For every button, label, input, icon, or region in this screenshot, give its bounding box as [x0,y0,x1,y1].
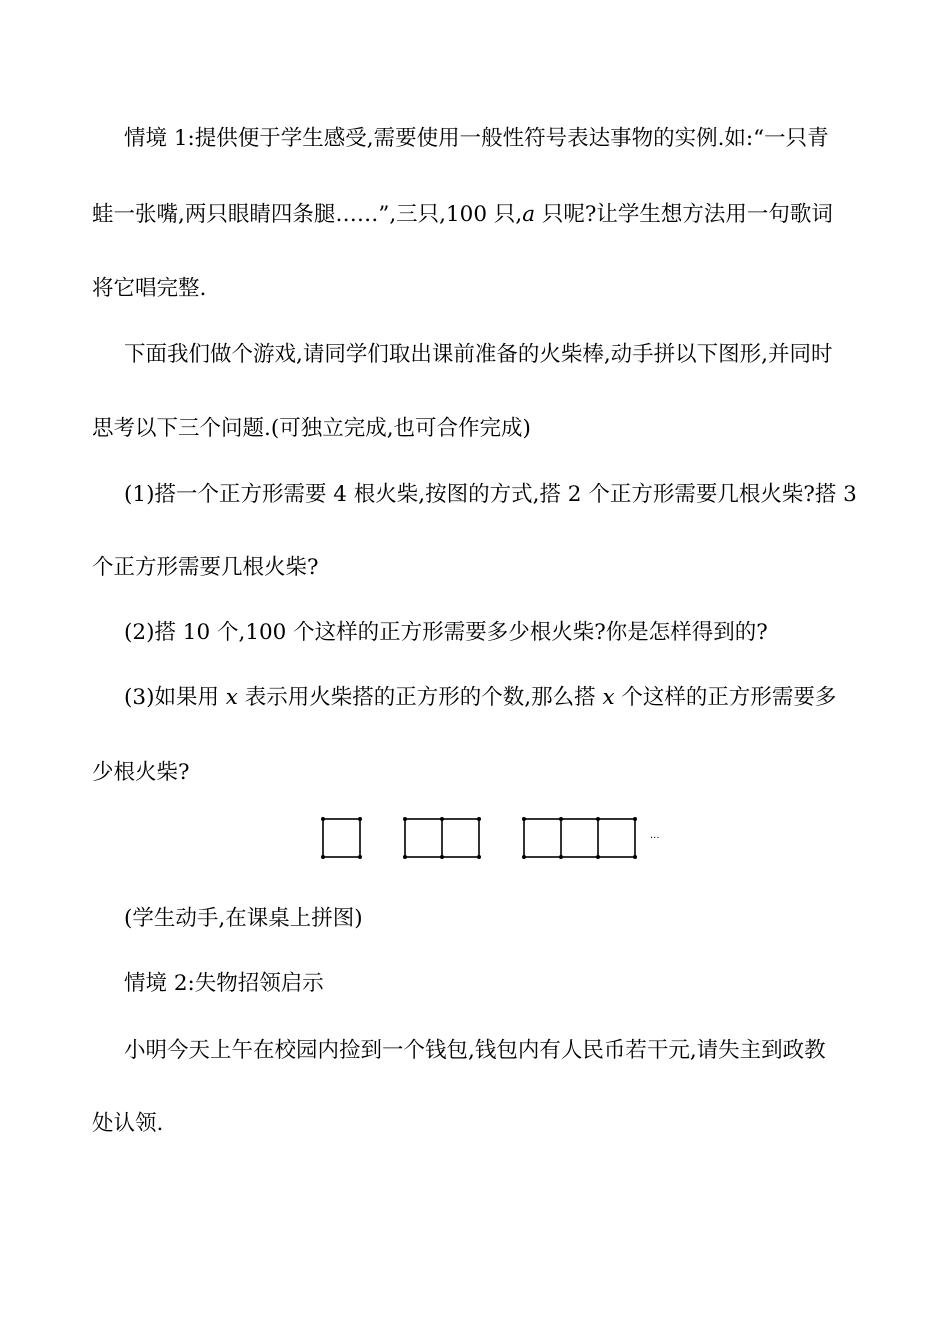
situation1-line2 [92,200,833,230]
question-3-text-c: 个这样的正方形需要多 [614,685,837,710]
situation1-line2-text-before: 蛙一张嘴,两只眼睛四条腿……”,三只,100 只, [92,202,523,227]
figure-ellipsis: ··· [650,833,660,844]
game-intro-line2: 思考以下三个问题.(可独立完成,也可合作完成) [92,416,531,441]
situation1-line3: 将它唱完整. [92,276,207,301]
student-note: (学生动手,在课桌上拼图) [124,906,363,931]
question-3-line2: 少根火柴? [92,760,190,785]
variable-x: x [225,685,238,710]
question-2: (2)搭 10 个,100 个这样的正方形需要多少根火柴?你是怎样得到的? [124,620,768,645]
question-3-text-b: 表示用火柴搭的正方形的个数,那么搭 [237,685,603,710]
question-1-line2: 个正方形需要几根火柴? [92,555,319,580]
question-3-text-a: (3)如果用 [124,685,226,710]
one-square-figure [323,819,360,857]
situation1-line2-text-after: 只呢?让学生想方法用一句歌词 [535,202,833,227]
matchstick-squares-figure [318,814,668,866]
question-1-line1: (1)搭一个正方形需要 4 根火柴,按图的方式,搭 2 个正方形需要几根火柴?搭 3 [124,482,857,507]
situation2-body-line1: 小明今天上午在校园内捡到一个钱包,钱包内有人民币若干元,请失主到政教 [124,1038,826,1063]
situation2-title: 情境 2:失物招领启示 [124,971,324,996]
variable-x: x [602,685,615,710]
situation2-body-line2: 处认领. [92,1111,164,1136]
two-squares-figure [405,819,479,857]
question-3-line1 [124,683,836,713]
three-squares-dots [522,817,637,859]
three-squares-figure [524,819,635,857]
game-intro-line1: 下面我们做个游戏,请同学们取出课前准备的火柴棒,动手拼以下图形,并同时 [124,342,833,367]
one-square-dots [321,817,362,859]
variable-a: a [522,202,536,227]
situation1-line1: 情境 1:提供便于学生感受,需要使用一般性符号表达事物的实例.如:“一只青 [124,126,829,151]
